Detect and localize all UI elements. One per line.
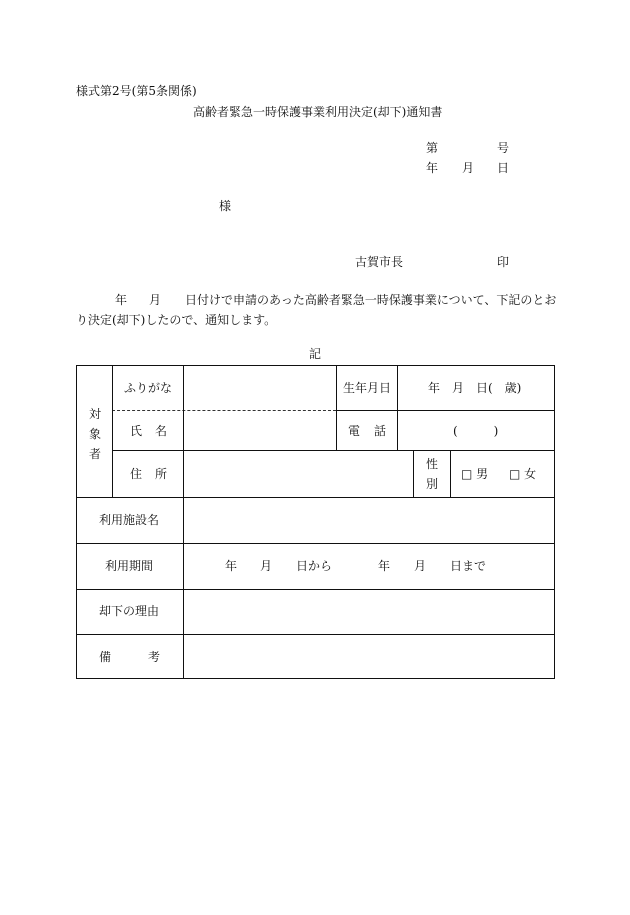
remarks-label-2: 考 bbox=[148, 650, 161, 664]
gender-female-option[interactable]: □ 女 bbox=[509, 467, 537, 481]
recipient-honorific: 様 bbox=[219, 199, 232, 213]
period-month-from: 月 bbox=[260, 559, 273, 573]
phone-value: ( ) bbox=[453, 424, 499, 438]
row-divider bbox=[76, 634, 555, 635]
rejection-reason-label: 却下の理由 bbox=[99, 604, 160, 618]
body-month: 月 bbox=[149, 293, 162, 307]
ki-label: 記 bbox=[309, 347, 322, 361]
address-label-2: 所 bbox=[155, 467, 168, 481]
document-title: 高齢者緊急一時保護事業利用決定(却下)通知書 bbox=[193, 105, 443, 119]
name-label-2: 名 bbox=[155, 424, 168, 438]
phone-label-2: 話 bbox=[374, 424, 387, 438]
row-divider bbox=[336, 410, 555, 411]
body-year: 年 bbox=[115, 293, 128, 307]
row-divider bbox=[112, 450, 555, 451]
period-label: 利用期間 bbox=[105, 559, 154, 573]
facility-label: 利用施設名 bbox=[99, 513, 160, 527]
furigana-label: ふりがな bbox=[124, 381, 173, 395]
period-day-from: 日から bbox=[296, 559, 333, 573]
period-year-from: 年 bbox=[225, 559, 238, 573]
form-number: 様式第2号(第5条関係) bbox=[76, 84, 197, 98]
seal-mark: 印 bbox=[497, 255, 510, 269]
gender-label: 性 別 bbox=[425, 457, 438, 491]
period-year-to: 年 bbox=[378, 559, 391, 573]
col-divider bbox=[413, 450, 414, 497]
subject-label: 対 象 者 bbox=[88, 407, 101, 461]
col-divider bbox=[183, 365, 184, 679]
doc-number-dai: 第 bbox=[426, 141, 439, 155]
birthdate-value: 年 月 日( 歳) bbox=[428, 381, 522, 395]
row-divider bbox=[76, 589, 555, 590]
date-month: 月 bbox=[462, 161, 475, 175]
col-divider bbox=[336, 365, 337, 450]
gender-male-option[interactable]: □ 男 bbox=[461, 467, 489, 481]
remarks-label-1: 備 bbox=[99, 650, 112, 664]
date-year: 年 bbox=[426, 161, 439, 175]
period-month-to: 月 bbox=[414, 559, 427, 573]
col-divider bbox=[397, 365, 398, 450]
body-line2: り決定(却下)したので、通知します。 bbox=[76, 313, 277, 327]
body-line1-rest: 日付けで申請のあった高齢者緊急一時保護事業について、下記のとお bbox=[185, 293, 557, 307]
name-label-1: 氏 bbox=[130, 424, 143, 438]
col-divider bbox=[112, 365, 113, 497]
date-day: 日 bbox=[497, 161, 510, 175]
address-label-1: 住 bbox=[130, 467, 143, 481]
row-divider bbox=[76, 543, 555, 544]
issuer-name: 古賀市長 bbox=[355, 255, 404, 269]
period-day-to: 日まで bbox=[450, 559, 487, 573]
row-divider bbox=[76, 497, 555, 498]
doc-number-go: 号 bbox=[497, 141, 510, 155]
furigana-divider bbox=[112, 410, 336, 411]
phone-label-1: 電 bbox=[348, 424, 361, 438]
col-divider bbox=[450, 450, 451, 497]
birthdate-label: 生年月日 bbox=[343, 381, 392, 395]
